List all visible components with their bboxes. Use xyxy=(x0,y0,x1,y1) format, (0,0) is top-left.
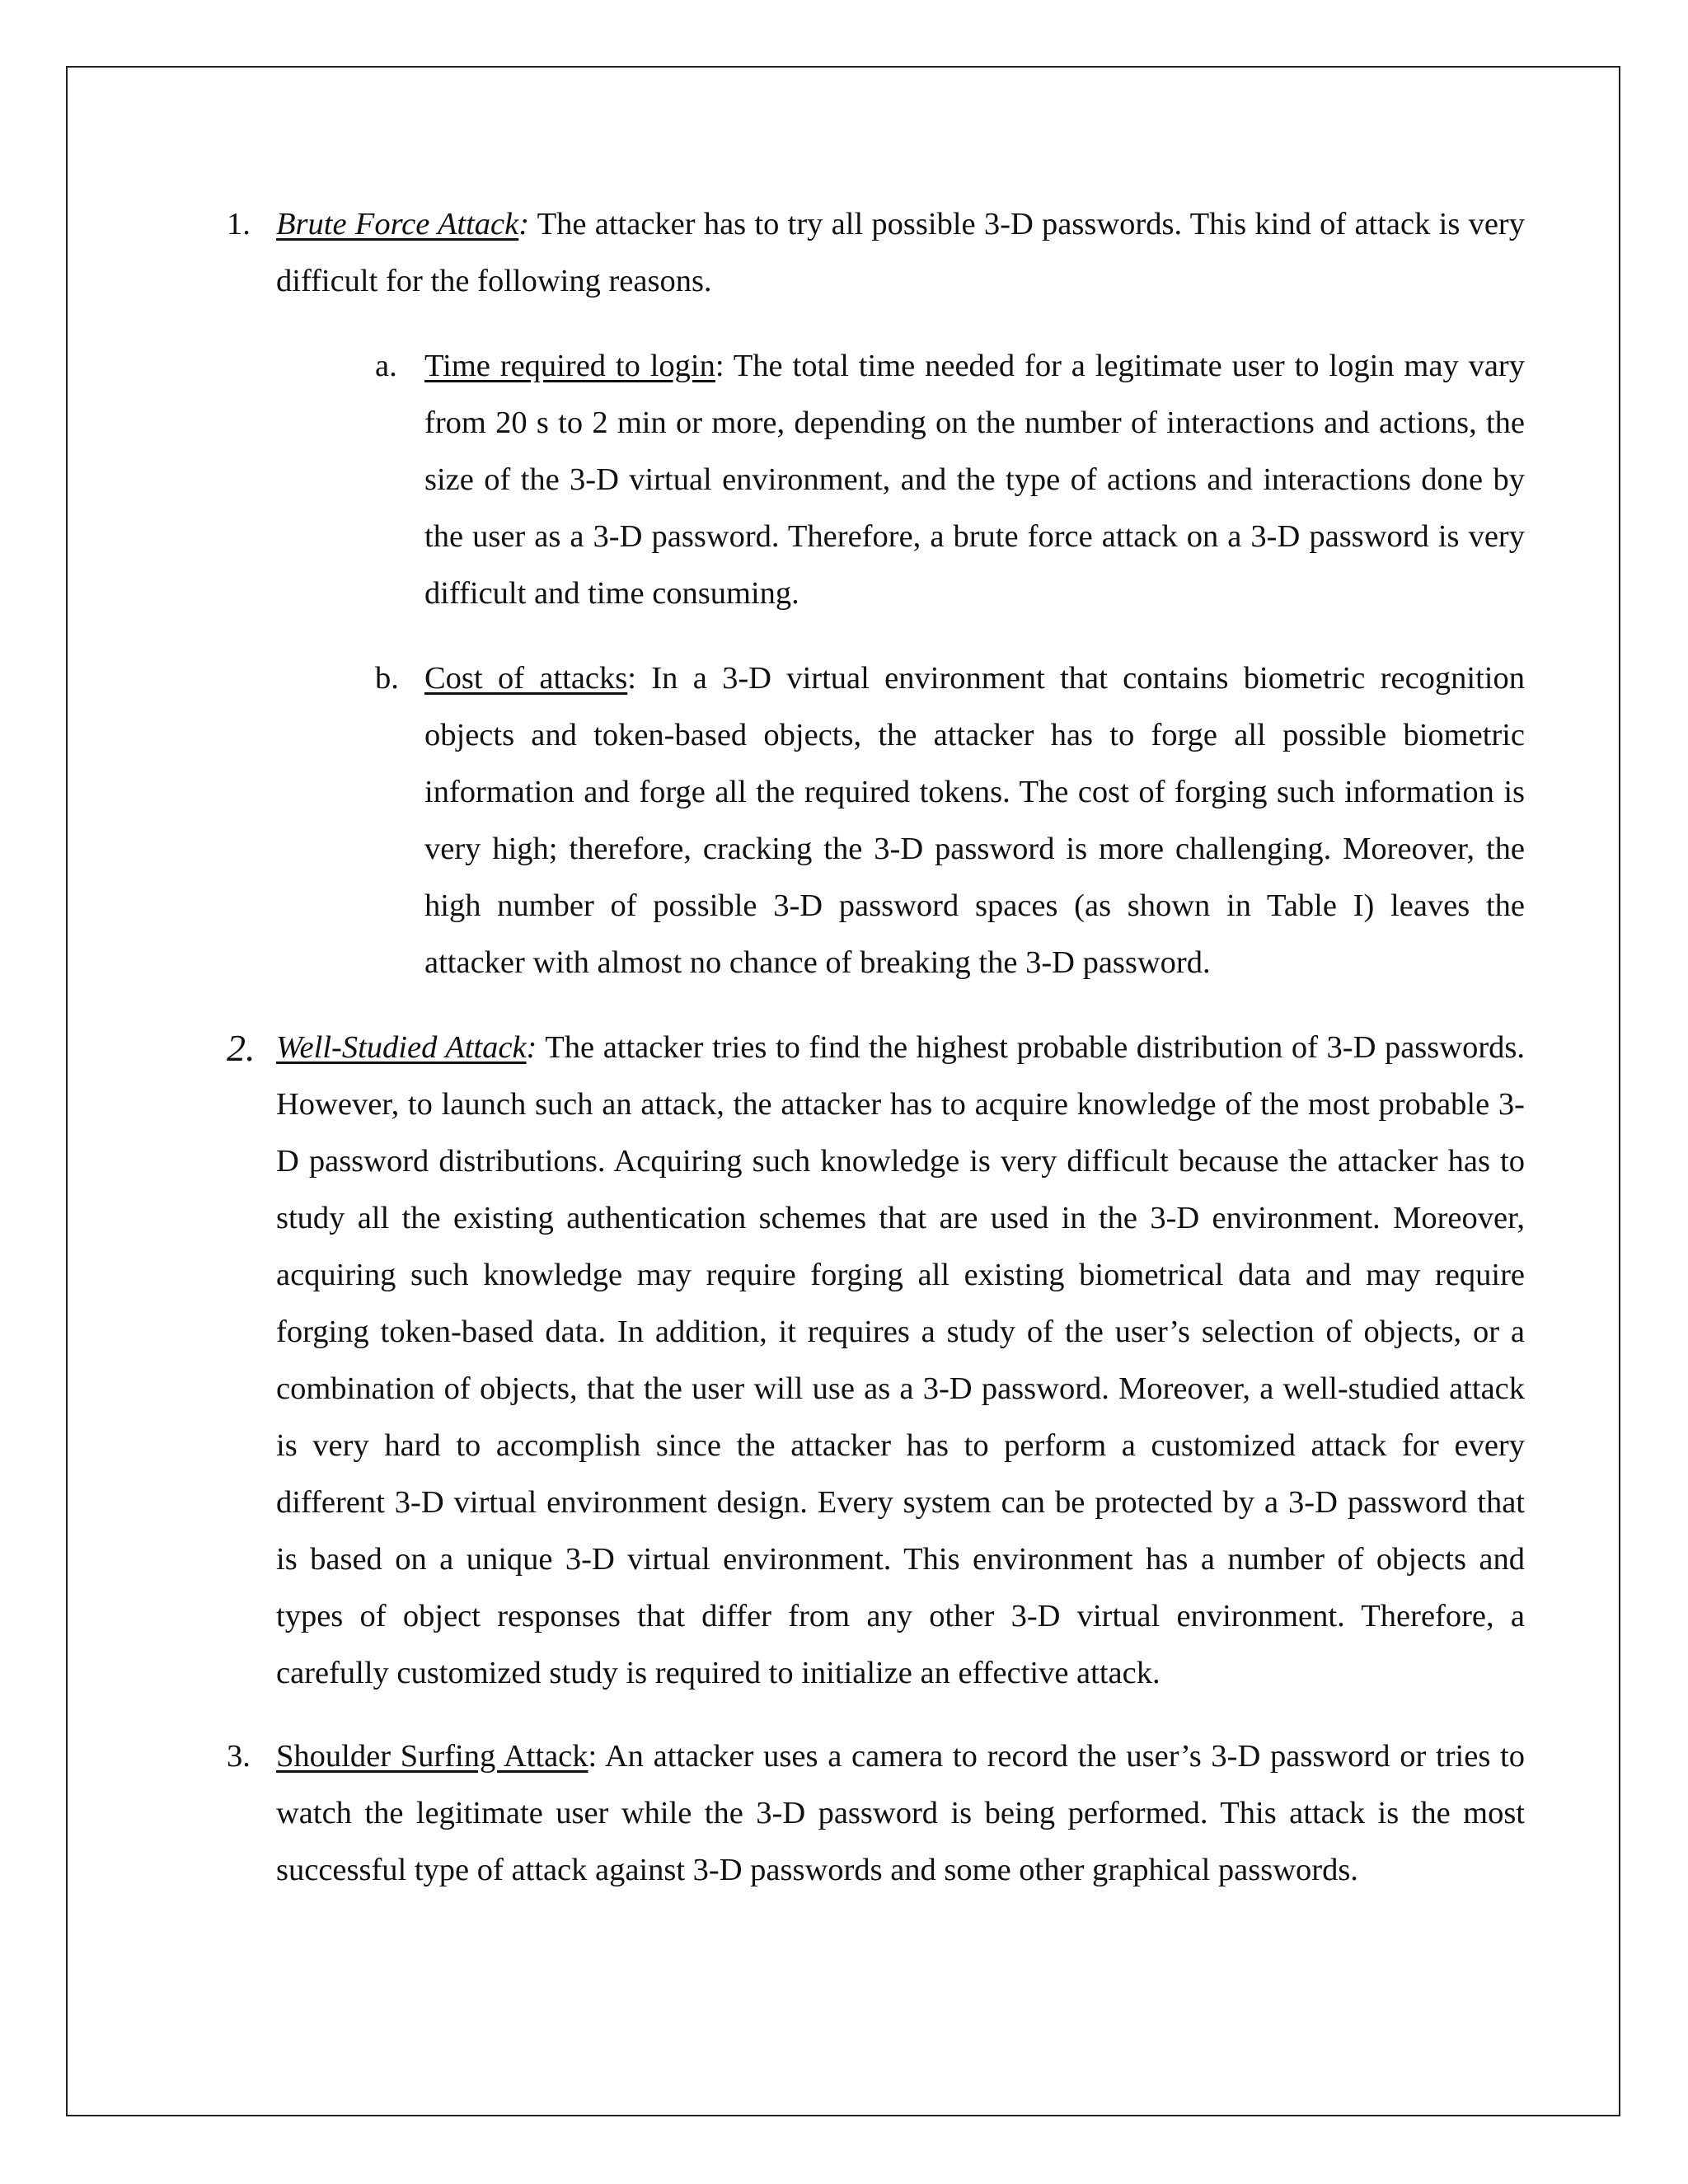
term-shoulder-surfing-attack: Shoulder Surfing Attack xyxy=(276,1739,588,1774)
document-body xyxy=(227,196,1525,1899)
term-cost-of-attacks: Cost of attacks xyxy=(424,661,628,696)
term-colon: : xyxy=(526,1030,537,1065)
term-well-studied-attack: Well-Studied Attack xyxy=(276,1030,527,1065)
list-item-shoulder-surfing xyxy=(227,1728,1525,1899)
item-text: The attacker has to try all possible 3-D passwords. This kind of attack is very difficult for the following reasons. xyxy=(276,207,1525,298)
item-text: : An attacker uses a camera to record the user’s 3-D password or tries to watch the legitimate user while the 3-D password is being performed. This attack is the most successful type of attack against 3-D passwords and some other graphical passwords. xyxy=(276,1739,1525,1887)
sub-letter: b. xyxy=(375,661,399,696)
term-time-required-to-login: Time required to login xyxy=(424,349,715,383)
list-item-well-studied xyxy=(227,1019,1525,1702)
term-colon: : xyxy=(518,207,530,241)
item-text: The attacker tries to find the highest probable distribution of 3-D passwords. However, to launch such an attack, the attacker has to acquire knowledge of the most probable 3-D password distributions. Acquiring such knowledge is very difficult because the attacker has to study all the existing authentication schemes that are used in the 3-D environment. Moreover, acquiring such knowledge may require forging all existing biometrical data and may require forging token-based data. In addition, it requires a study of the user’s selection of objects, or a combination of objects, that the user will use as a 3-D password. Moreover, a well-studied attack is very hard to accomplish since the attacker has to perform a customized attack for every different 3-D virtual environment design. Every system can be protected by a 3-D password that is based on a unique 3-D virtual environment. This environment has a number of objects and types of object responses that differ from any other 3-D virtual environment. Therefore, a carefully customized study is required to initialize an effective attack. xyxy=(276,1030,1525,1690)
sub-item-text: : In a 3-D virtual environment that contains biometric recognition objects and token-based objects, the attacker has to forge all possible biometric information and forge all the required tokens. The cost of forging such information is very high; therefore, cracking the 3-D password is more challenging. Moreover, the high number of possible 3-D password spaces (as shown in Table I) leaves the attacker with almost no chance of breaking the 3-D password. xyxy=(424,661,1525,980)
sub-letter: a. xyxy=(375,349,397,383)
list-item-brute-force xyxy=(227,196,1525,991)
term-brute-force-attack: Brute Force Attack xyxy=(276,207,519,241)
list-number: 1. xyxy=(227,207,251,241)
list-number: 2. xyxy=(227,1027,256,1069)
sub-list xyxy=(276,338,1525,991)
sub-item-text: : The total time needed for a legitimate user to login may vary from 20 s to 2 min or more, depending on the number of interactions and actions, the size of the 3-D virtual environment, and the type of actions and interactions done by the user as a 3-D password. Therefore, a brute force attack on a 3-D password is very difficult and time consuming. xyxy=(424,349,1526,611)
list-number: 3. xyxy=(227,1739,251,1774)
sub-item-cost-of-attacks xyxy=(276,650,1525,991)
sub-item-time-required xyxy=(276,338,1525,622)
